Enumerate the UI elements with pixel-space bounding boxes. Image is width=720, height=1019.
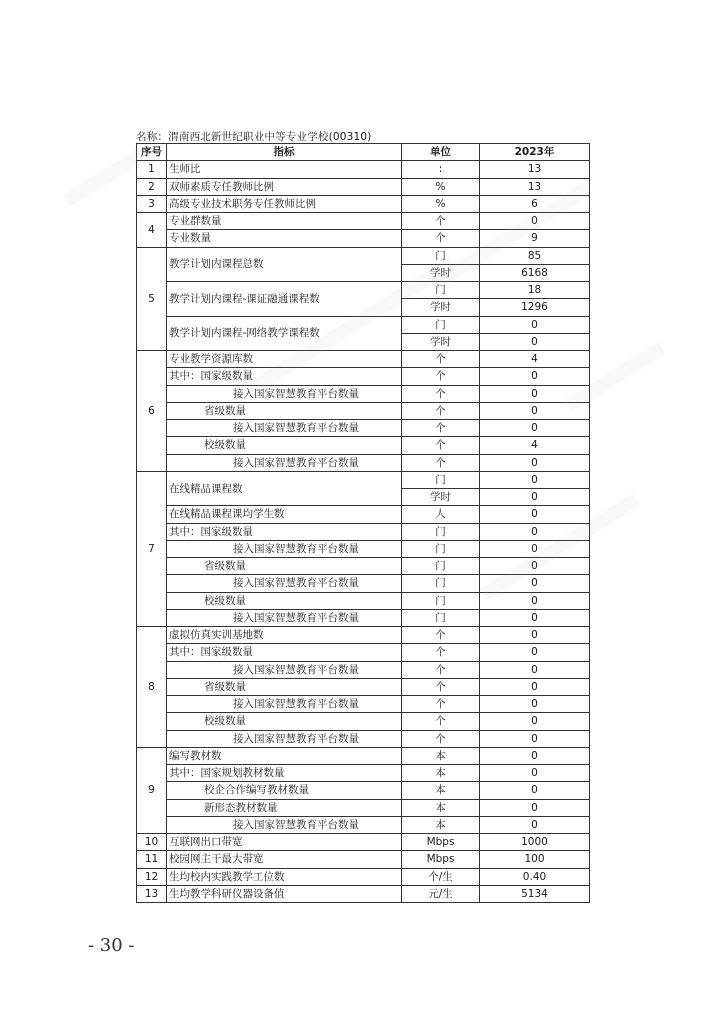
table-row: [137, 471, 590, 488]
unit-cell: 学时: [402, 489, 480, 506]
value-cell: 0: [480, 213, 590, 230]
indicator-cell: 双师素质专任教师比例: [167, 178, 402, 195]
table-row: [137, 402, 590, 419]
seq-cell: 3: [137, 195, 167, 212]
indicator-cell: 编写教材数: [167, 747, 402, 764]
unit-cell: 门: [402, 282, 480, 299]
seq-cell: 9: [137, 747, 167, 833]
table-row: [137, 213, 590, 230]
table-row: [137, 696, 590, 713]
table-row: [137, 575, 590, 592]
indicator-cell: 其中：国家规划教材数量: [167, 765, 402, 782]
table-row: [137, 368, 590, 385]
value-cell: 0: [480, 627, 590, 644]
indicator-cell: 接入国家智慧教育平台数量: [167, 661, 402, 678]
table-row: [137, 834, 590, 851]
value-cell: 0: [480, 799, 590, 816]
indicator-cell: 专业数量: [167, 230, 402, 247]
indicator-cell: 接入国家智慧教育平台数量: [167, 454, 402, 471]
table-row: [137, 178, 590, 195]
table-row: [137, 851, 590, 868]
value-cell: 5134: [480, 885, 590, 902]
school-name-label: 名称：渭南西北新世纪职业中等专业学校(00310): [136, 131, 372, 143]
unit-cell: Mbps: [402, 851, 480, 868]
unit-cell: 个: [402, 454, 480, 471]
value-cell: 0: [480, 420, 590, 437]
indicator-cell: 校级数量: [167, 437, 402, 454]
table-row: [137, 523, 590, 540]
table-row: [137, 678, 590, 695]
indicator-cell: 其中：国家级数量: [167, 368, 402, 385]
table-row: [137, 282, 590, 299]
table-row: [137, 161, 590, 178]
unit-cell: 门: [402, 592, 480, 609]
unit-cell: :: [402, 161, 480, 178]
unit-cell: 门: [402, 471, 480, 488]
indicator-cell: 专业教学资源库数: [167, 351, 402, 368]
unit-cell: 个: [402, 230, 480, 247]
indicator-cell: 校园网主干最大带宽: [167, 851, 402, 868]
value-cell: 0: [480, 644, 590, 661]
table-row: [137, 506, 590, 523]
indicator-cell: 教学计划内课程-课证融通课程数: [167, 282, 402, 317]
value-cell: 0: [480, 506, 590, 523]
unit-cell: 个: [402, 437, 480, 454]
unit-cell: 个: [402, 213, 480, 230]
value-cell: 0: [480, 523, 590, 540]
value-cell: 0: [480, 558, 590, 575]
table-row: [137, 385, 590, 402]
unit-cell: 本: [402, 799, 480, 816]
unit-cell: 个: [402, 351, 480, 368]
table-row: [137, 247, 590, 264]
indicator-cell: 新形态教材数量: [167, 799, 402, 816]
table-row: [137, 868, 590, 885]
value-cell: 0: [480, 696, 590, 713]
table-row: [137, 713, 590, 730]
table-header-row: [137, 144, 590, 161]
indicator-cell: 在线精品课程课均学生数: [167, 506, 402, 523]
unit-cell: 门: [402, 316, 480, 333]
table-row: [137, 782, 590, 799]
table-row: [137, 420, 590, 437]
value-cell: 0: [480, 661, 590, 678]
unit-cell: 学时: [402, 299, 480, 316]
table-row: [137, 195, 590, 212]
value-cell: 0: [480, 489, 590, 506]
unit-cell: 元/生: [402, 885, 480, 902]
value-cell: 100: [480, 851, 590, 868]
unit-cell: 本: [402, 816, 480, 833]
indicator-cell: 接入国家智慧教育平台数量: [167, 420, 402, 437]
table-row: [137, 230, 590, 247]
unit-cell: 个: [402, 368, 480, 385]
indicator-cell: 接入国家智慧教育平台数量: [167, 696, 402, 713]
unit-cell: 本: [402, 782, 480, 799]
value-cell: 0: [480, 368, 590, 385]
value-cell: 0: [480, 592, 590, 609]
value-cell: 85: [480, 247, 590, 264]
indicator-table: [136, 143, 590, 903]
unit-cell: 个: [402, 385, 480, 402]
table-row: [137, 540, 590, 557]
unit-cell: %: [402, 195, 480, 212]
value-cell: 0: [480, 678, 590, 695]
indicator-cell: 其中：国家级数量: [167, 644, 402, 661]
table-row: [137, 592, 590, 609]
value-cell: 0.40: [480, 868, 590, 885]
indicator-cell: 接入国家智慧教育平台数量: [167, 609, 402, 626]
unit-cell: 个: [402, 420, 480, 437]
value-cell: 6: [480, 195, 590, 212]
seq-cell: 13: [137, 885, 167, 902]
table-row: [137, 351, 590, 368]
value-cell: 6168: [480, 264, 590, 281]
table-row: [137, 885, 590, 902]
unit-cell: 门: [402, 558, 480, 575]
seq-cell: 7: [137, 471, 167, 626]
unit-cell: 门: [402, 609, 480, 626]
unit-cell: 本: [402, 747, 480, 764]
indicator-cell: 生均教学科研仪器设备值: [167, 885, 402, 902]
value-cell: 0: [480, 575, 590, 592]
indicator-cell: 互联网出口带宽: [167, 834, 402, 851]
indicator-cell: 接入国家智慧教育平台数量: [167, 575, 402, 592]
indicator-cell: 接入国家智慧教育平台数量: [167, 385, 402, 402]
indicator-cell: 高级专业技术职务专任教师比例: [167, 195, 402, 212]
value-cell: 0: [480, 730, 590, 747]
unit-cell: 门: [402, 575, 480, 592]
table-body: [137, 161, 590, 903]
table-row: [137, 627, 590, 644]
value-cell: 4: [480, 437, 590, 454]
value-cell: 0: [480, 540, 590, 557]
unit-cell: 门: [402, 523, 480, 540]
table-row: [137, 661, 590, 678]
value-cell: 13: [480, 161, 590, 178]
header-indicator: 指标: [167, 144, 402, 161]
table-row: [137, 454, 590, 471]
value-cell: 0: [480, 747, 590, 764]
value-cell: 18: [480, 282, 590, 299]
value-cell: 0: [480, 782, 590, 799]
header-unit: 单位: [402, 144, 480, 161]
unit-cell: 个: [402, 678, 480, 695]
table-row: [137, 765, 590, 782]
unit-cell: 本: [402, 765, 480, 782]
unit-cell: 个: [402, 661, 480, 678]
unit-cell: 个: [402, 713, 480, 730]
indicator-cell: 校级数量: [167, 713, 402, 730]
value-cell: 0: [480, 385, 590, 402]
value-cell: 0: [480, 402, 590, 419]
indicator-cell: 生均校内实践教学工位数: [167, 868, 402, 885]
value-cell: 0: [480, 609, 590, 626]
indicator-cell: 接入国家智慧教育平台数量: [167, 816, 402, 833]
seq-cell: 6: [137, 351, 167, 472]
value-cell: 0: [480, 333, 590, 350]
value-cell: 13: [480, 178, 590, 195]
indicator-cell: 生师比: [167, 161, 402, 178]
unit-cell: %: [402, 178, 480, 195]
seq-cell: 11: [137, 851, 167, 868]
unit-cell: 学时: [402, 333, 480, 350]
table-row: [137, 437, 590, 454]
value-cell: 9: [480, 230, 590, 247]
header-seq: 序号: [137, 144, 167, 161]
unit-cell: 个: [402, 696, 480, 713]
indicator-cell: 其中：国家级数量: [167, 523, 402, 540]
unit-cell: 人: [402, 506, 480, 523]
value-cell: 0: [480, 765, 590, 782]
indicator-cell: 校级数量: [167, 592, 402, 609]
table-row: [137, 316, 590, 333]
table-row: [137, 609, 590, 626]
unit-cell: 门: [402, 247, 480, 264]
unit-cell: 个: [402, 402, 480, 419]
indicator-cell: 教学计划内课程总数: [167, 247, 402, 282]
unit-cell: 个: [402, 627, 480, 644]
seq-cell: 1: [137, 161, 167, 178]
indicator-cell: 专业群数量: [167, 213, 402, 230]
page-number: - 30 -: [88, 935, 135, 956]
value-cell: 0: [480, 316, 590, 333]
indicator-cell: 教学计划内课程-网络教学课程数: [167, 316, 402, 351]
seq-cell: 4: [137, 213, 167, 248]
indicator-cell: 省级数量: [167, 402, 402, 419]
indicator-cell: 接入国家智慧教育平台数量: [167, 730, 402, 747]
unit-cell: 个: [402, 730, 480, 747]
unit-cell: 个/生: [402, 868, 480, 885]
unit-cell: 个: [402, 644, 480, 661]
value-cell: 0: [480, 713, 590, 730]
indicator-cell: 校企合作编写教材数量: [167, 782, 402, 799]
table-row: [137, 730, 590, 747]
value-cell: 1296: [480, 299, 590, 316]
watermark-band: [63, 147, 147, 207]
table-row: [137, 558, 590, 575]
table-row: [137, 816, 590, 833]
indicator-cell: 省级数量: [167, 558, 402, 575]
seq-cell: 2: [137, 178, 167, 195]
indicator-cell: 省级数量: [167, 678, 402, 695]
value-cell: 0: [480, 454, 590, 471]
table-row: [137, 747, 590, 764]
indicator-cell: 接入国家智慧教育平台数量: [167, 540, 402, 557]
value-cell: 0: [480, 816, 590, 833]
unit-cell: 学时: [402, 264, 480, 281]
table-row: [137, 644, 590, 661]
header-year-2023: 2023年: [480, 144, 590, 161]
unit-cell: 门: [402, 540, 480, 557]
indicator-cell: 在线精品课程数: [167, 471, 402, 506]
value-cell: 1000: [480, 834, 590, 851]
value-cell: 0: [480, 471, 590, 488]
indicator-cell: 虚拟仿真实训基地数: [167, 627, 402, 644]
seq-cell: 5: [137, 247, 167, 351]
table-row: [137, 799, 590, 816]
unit-cell: Mbps: [402, 834, 480, 851]
seq-cell: 8: [137, 627, 167, 748]
value-cell: 4: [480, 351, 590, 368]
seq-cell: 10: [137, 834, 167, 851]
seq-cell: 12: [137, 868, 167, 885]
